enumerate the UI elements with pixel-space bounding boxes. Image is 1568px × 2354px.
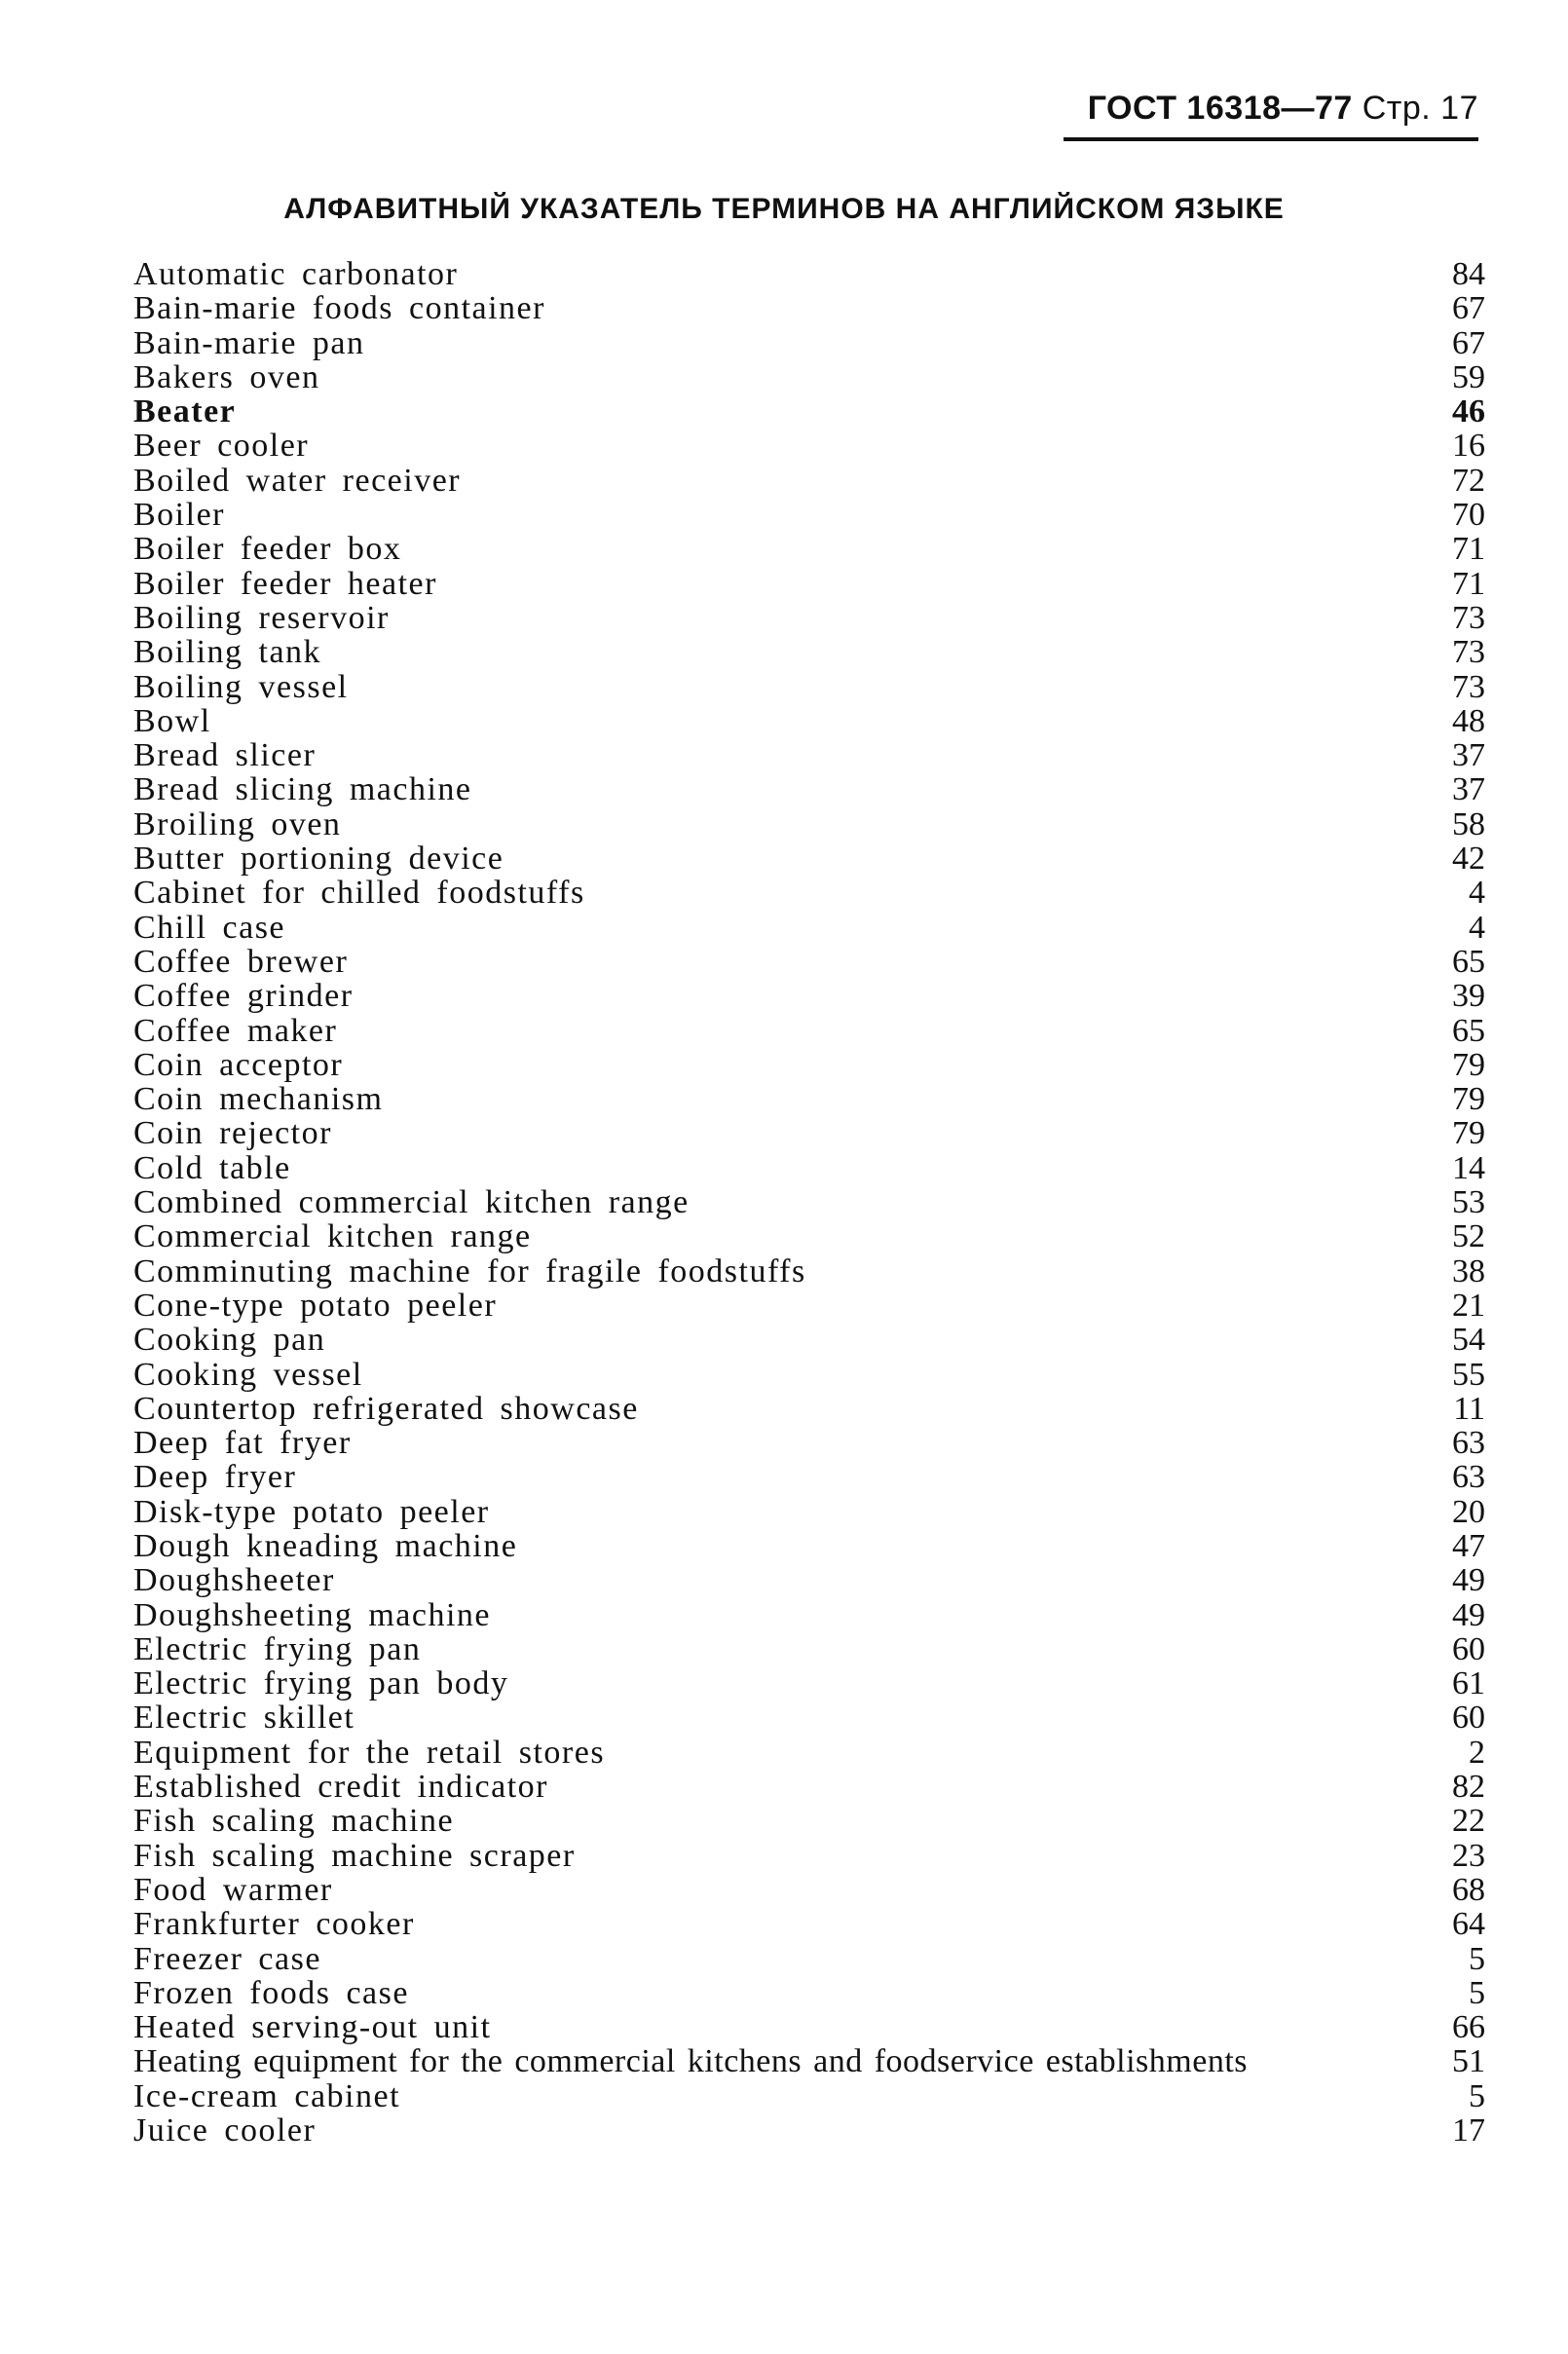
index-term: Equipment for the retail stores [133,1734,606,1771]
standard-number: ГОСТ 16318—77 [1087,90,1353,127]
index-term: Automatic carbonator [133,256,459,292]
index-entry [133,257,1485,291]
running-header [1064,90,1478,128]
index-term-number: 71 [1452,565,1485,602]
index-entry [133,1942,1485,1976]
index-entry [133,1976,1485,2010]
index-term: Food warmer [133,1871,333,1908]
page-number: Стр. 17 [1362,90,1478,127]
index-entry [133,1151,1485,1185]
index-term-number: 52 [1452,1218,1485,1255]
index-term-number: 73 [1452,668,1485,705]
index-entry [133,1048,1485,1082]
index-term-number: 47 [1452,1527,1485,1564]
index-term-number: 63 [1452,1425,1485,1462]
index-term-number: 4 [1469,909,1485,946]
index-term-number: 59 [1452,358,1485,395]
index-term-number: 65 [1452,1012,1485,1049]
index-term: Commercial kitchen range [133,1218,532,1255]
index-term-number: 73 [1452,599,1485,636]
index-entry [133,1082,1485,1116]
index-entry [133,291,1485,325]
index-term: Coffee grinder [133,978,354,1015]
index-term-number: 72 [1452,462,1485,499]
index-entry [133,704,1485,738]
index-term: Bowl [133,702,211,739]
index-entry [133,945,1485,979]
index-term: Cold table [133,1149,291,1186]
index-term: Coin mechanism [133,1081,384,1118]
index-term: Combined commercial kitchen range [133,1184,690,1221]
index-term: Established credit indicator [133,1769,548,1806]
index-title: АЛФАВИТНЫЙ УКАЗАТЕЛЬ ТЕРМИНОВ НА АНГЛИЙСКОМ ЯЗЫКЕ [283,193,1285,225]
index-entry [133,1460,1485,1494]
index-entry [133,1323,1485,1357]
index-entry [133,1358,1485,1392]
index-term-number: 79 [1452,1046,1485,1083]
index-term: Bread slicing machine [133,771,472,808]
index-term: Cooking vessel [133,1356,363,1393]
index-term: Doughsheeting machine [133,1596,492,1633]
index-term-number: 2 [1469,1734,1485,1771]
index-entry [133,360,1485,394]
index-term-number: 61 [1452,1665,1485,1702]
index-term-number: 53 [1452,1184,1485,1221]
index-term-number: 42 [1452,841,1485,878]
index-term-number: 67 [1452,290,1485,327]
index-entry [133,807,1485,841]
index-term: Boiler feeder box [133,531,402,568]
index-entry [133,601,1485,635]
index-term-number: 70 [1452,497,1485,534]
index-entry [133,567,1485,601]
index-term: Frozen foods case [133,1974,409,2011]
index-term-number: 82 [1452,1769,1485,1806]
index-term: Boiler feeder heater [133,565,437,602]
index-entry [133,911,1485,945]
index-term: Bain-marie pan [133,324,365,361]
index-term: Cone-type potato peeler [133,1287,498,1324]
index-entry [133,1014,1485,1048]
index-term-number: 54 [1452,1322,1485,1359]
index-term-number: 39 [1452,978,1485,1015]
index-term-number: 17 [1452,2112,1485,2149]
index-term: Disk-type potato peeler [133,1493,490,1530]
index-term: Boiler [133,497,225,534]
index-entry [133,1873,1485,1907]
index-entry [133,2113,1485,2148]
index-term: Cabinet for chilled foodstuffs [133,875,585,912]
index-term: Ice-cream cabinet [133,2077,401,2114]
index-term-number: 65 [1452,943,1485,980]
index-entry [133,635,1485,669]
index-entry [133,394,1485,429]
index-term: Beer cooler [133,428,310,465]
index-list [133,257,1485,2148]
index-term: Deep fryer [133,1459,297,1496]
index-entry [133,532,1485,566]
index-term-number: 55 [1452,1356,1485,1393]
index-term-number: 23 [1452,1837,1485,1874]
index-term: Freezer case [133,1940,321,1977]
header-rule [1064,137,1478,141]
index-term-number: 20 [1452,1493,1485,1530]
index-entry [133,1736,1485,1770]
index-term-number: 14 [1452,1149,1485,1186]
index-term-number: 38 [1452,1252,1485,1289]
index-term-number: 79 [1452,1115,1485,1152]
index-term: Boiling vessel [133,668,349,705]
index-term: Broiling oven [133,805,342,842]
index-entry [133,2044,1485,2078]
index-entry [133,1185,1485,1219]
index-term: Electric frying pan [133,1630,422,1667]
index-term: Boiling tank [133,634,322,671]
index-term-number: 5 [1469,1940,1485,1977]
index-entry [133,1839,1485,1873]
index-term: Boiled water receiver [133,462,462,499]
index-entry [133,2010,1485,2044]
index-term-number: 46 [1452,393,1485,430]
index-term-number: 5 [1469,1974,1485,2011]
index-entry [133,1254,1485,1289]
index-term: Cooking pan [133,1322,326,1359]
index-term-number: 73 [1452,634,1485,671]
index-term: Comminuting machine for fragile foodstuffs [133,1252,806,1289]
index-term-number: 84 [1452,256,1485,292]
index-term: Coffee maker [133,1012,338,1049]
index-term-number: 37 [1452,737,1485,774]
index-term-number: 63 [1452,1459,1485,1496]
index-term: Heated serving-out unit [133,2009,492,2046]
index-entry [133,1529,1485,1563]
index-term-number: 60 [1452,1700,1485,1737]
index-term-number: 49 [1452,1562,1485,1599]
index-term: Countertop refrigerated showcase [133,1390,639,1427]
index-term: Heating equipment for the commercial kitchens and foodservice establishments [133,2043,1248,2080]
index-term: Chill case [133,909,286,946]
index-entry [133,841,1485,876]
index-term-number: 60 [1452,1630,1485,1667]
index-term-number: 49 [1452,1596,1485,1633]
index-term: Bain-marie foods container [133,290,545,327]
index-entry [133,498,1485,532]
index-entry [133,1907,1485,1941]
index-term: Fish scaling machine scraper [133,1837,576,1874]
index-term: Coin rejector [133,1115,332,1152]
index-term: Butter portioning device [133,841,504,878]
index-entry [133,772,1485,806]
index-entry [133,1495,1485,1529]
index-term-number: 79 [1452,1081,1485,1118]
index-term: Coin acceptor [133,1046,344,1083]
index-term-number: 68 [1452,1871,1485,1908]
index-term: Dough kneading machine [133,1527,518,1564]
index-entry [133,1426,1485,1460]
index-entry [133,1392,1485,1426]
index-entry [133,2079,1485,2113]
index-entry [133,1289,1485,1323]
index-term-number: 48 [1452,702,1485,739]
index-entry [133,464,1485,498]
index-term-number: 51 [1452,2043,1485,2080]
index-term-number: 66 [1452,2009,1485,2046]
index-entry [133,1700,1485,1735]
index-entry [133,1632,1485,1666]
index-term: Bread slicer [133,737,317,774]
index-term-number: 21 [1452,1287,1485,1324]
index-term-number: 64 [1452,1906,1485,1943]
index-term: Electric skillet [133,1700,355,1737]
index-entry [133,1804,1485,1838]
index-term-number: 5 [1469,2077,1485,2114]
index-entry [133,738,1485,772]
index-term: Doughsheeter [133,1562,335,1599]
index-term-number: 22 [1452,1803,1485,1840]
index-entry [133,429,1485,463]
index-term: Frankfurter cooker [133,1906,415,1943]
index-entry [133,1563,1485,1597]
index-entry [133,876,1485,910]
index-term: Boiling reservoir [133,599,390,636]
index-entry [133,1770,1485,1804]
index-term: Deep fat fryer [133,1425,352,1462]
index-entry [133,1666,1485,1700]
index-term: Fish scaling machine [133,1803,455,1840]
index-term-number: 71 [1452,531,1485,568]
index-entry [133,326,1485,360]
index-entry [133,670,1485,704]
index-term: Beater [133,393,237,430]
index-term-number: 37 [1452,771,1485,808]
index-term-number: 11 [1453,1390,1485,1427]
index-term: Juice cooler [133,2112,317,2149]
index-entry [133,1219,1485,1253]
index-term-number: 67 [1452,324,1485,361]
index-entry [133,979,1485,1013]
index-term: Bakers oven [133,358,320,395]
index-entry [133,1116,1485,1150]
index-term-number: 4 [1469,875,1485,912]
index-term: Electric frying pan body [133,1665,509,1702]
index-term-number: 58 [1452,805,1485,842]
index-term: Coffee brewer [133,943,349,980]
index-entry [133,1598,1485,1632]
index-term-number: 16 [1452,428,1485,465]
